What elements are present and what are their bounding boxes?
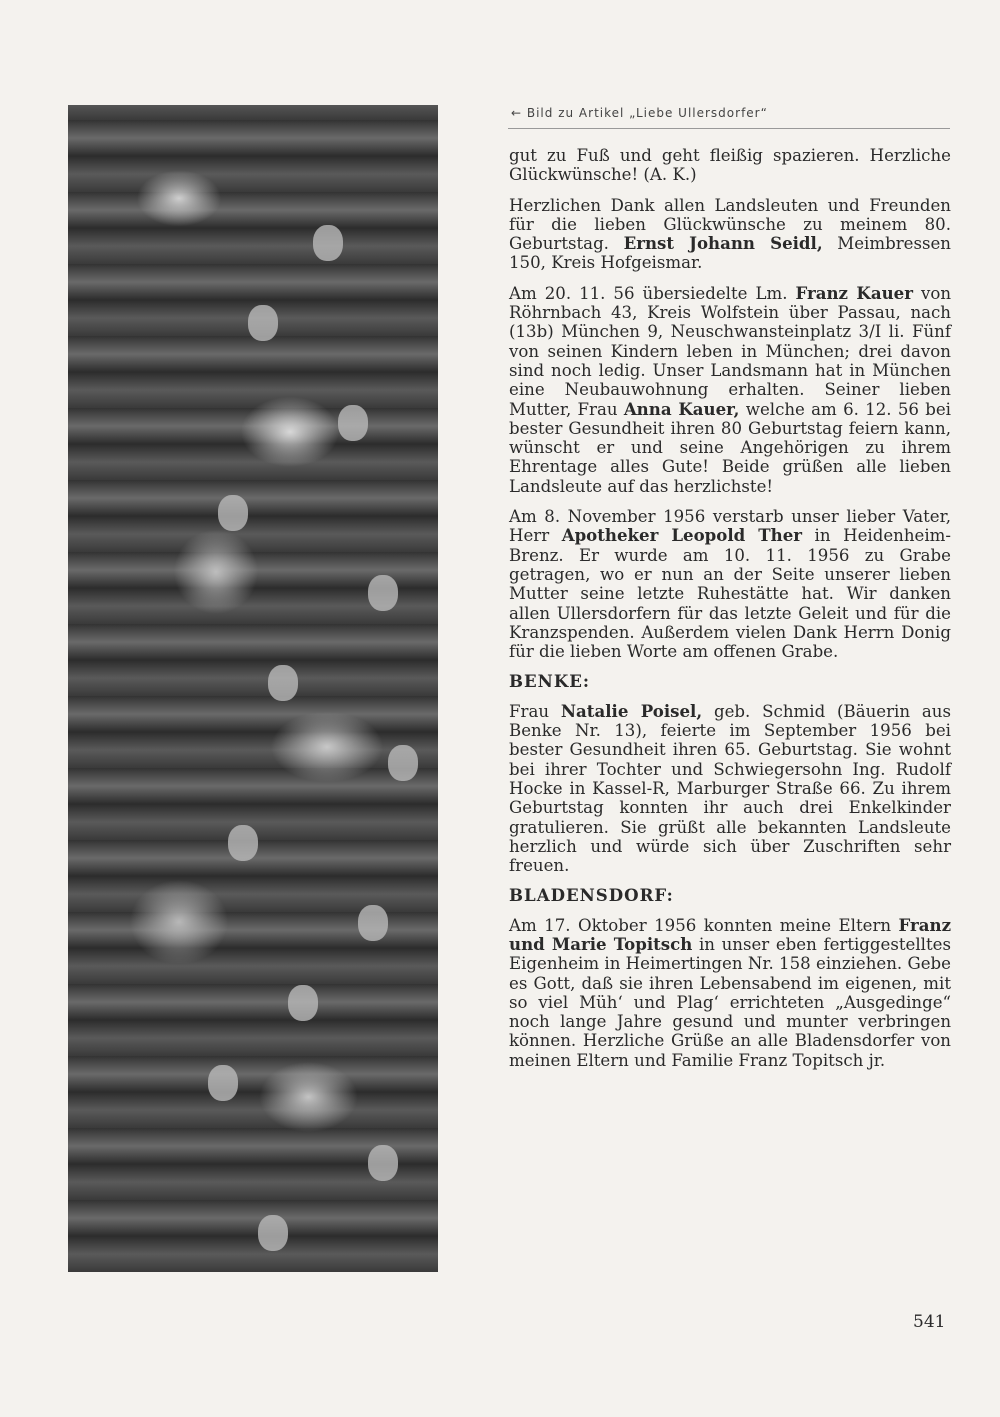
text: geb. Schmid (Bäuerin aus Benke Nr. 13), feierte im September 1956 bei bester Gesundheit ihren 65. Geburtstag. Sie wohnt bei ihrer Tochter und Schwiegersohn Ing. Rudolf Hocke in Kassel-R, Marburger Straße 66. Zu ihrem Geburtstag konnten ihr auch drei Enkelkinder gratulieren. Sie grüßt alle bekannten Landsleute herzlich und würde sich über Zuschriften sehr freuen. [509, 701, 951, 876]
photo-face [388, 745, 418, 781]
person-name: Apotheker Leopold Ther [561, 525, 803, 546]
paragraph-5 [509, 702, 951, 876]
photo-face [368, 575, 398, 611]
photo-face [218, 495, 248, 531]
person-name: Ernst Johann Seidl, [623, 233, 823, 254]
section-heading-benke: BENKE: [509, 671, 591, 692]
person-name: Franz Kauer [795, 282, 913, 303]
text: in unser eben fertiggestelltes Eigenheim in Heimertingen Nr. 158 einziehen. Gebe es Gott, daß sie ihren Lebensabend im eigenen, mit so viel Müh‘ und Plag‘ errichteten „Ausgedinge“ noch lange Jahre gesund und munter verbringen können. Herzliche Grüße an alle Bladensdorfer von meinen Eltern und Familie Franz Topitsch jr. [509, 934, 951, 1070]
paragraph-1: gut zu Fuß und geht fleißig spazieren. Herzliche Glückwünsche! (A. K.) [509, 146, 951, 185]
text: Meimbressen 150, Kreis Hofgeismar. [509, 234, 951, 273]
photo-face [268, 665, 298, 701]
photo-face [208, 1065, 238, 1101]
text: Am 17. Oktober 1956 konnten meine Eltern [509, 915, 899, 935]
photo-face [358, 905, 388, 941]
group-photo [68, 105, 438, 1272]
text: in Heidenheim-Brenz. Er wurde am 10. 11. 1956 zu Grabe getragen, wo er nun an der Seite unserer lieben Mutter seine letzte Ruhestätte hat. Wir danken allen Ullersdorfern für das letzte Geleit und für die Kranzspenden. Außerdem vielen Dank Herrn Donig für die lieben Worte am offenen Grabe. [509, 526, 951, 662]
paragraph-4 [509, 507, 951, 661]
section-heading-bladensdorf: BLADENSDORF: [509, 885, 674, 906]
text: welche am 6. 12. 56 bei bester Gesundheit ihren 80 Geburtstag feiern kann, wünscht er und seine Angehörigen zu ihrem Ehrentage alles Gute! Beide grüßen alle lieben Landsleute auf das herzlichste! [509, 399, 951, 496]
photo-face [338, 405, 368, 441]
person-name: Anna Kauer, [623, 398, 740, 419]
photo-face [258, 1215, 288, 1251]
paragraph-6 [509, 916, 951, 1070]
photo-face [368, 1145, 398, 1181]
text: Herzlichen Dank allen Landsleuten und Freunden für die lieben Glückwünsche zu meinem 80. Geburtstag. [509, 195, 951, 254]
photo-caption: ← Bild zu Artikel „Liebe Ullersdorfer“ [511, 106, 768, 120]
person-name: Natalie Poisel, [560, 700, 703, 721]
paragraph-2 [509, 196, 951, 273]
text-column [509, 146, 951, 1081]
page-number: 541 [913, 1312, 946, 1332]
person-name: Franz und Marie Topitsch [509, 914, 951, 954]
paragraph-3 [509, 284, 951, 496]
photo-face [228, 825, 258, 861]
text: Am 20. 11. 56 übersiedelte Lm. [509, 283, 796, 303]
text: von Röhrnbach 43, Kreis Wolfstein über Passau, nach (13b) München 9, Neuschwansteinplatz 3/I li. Fünf von seinen Kindern leben in München; drei davon sind noch ledig. Unser Landsmann hat in München eine Neubauwohnung erhalten. Seiner lieben Mutter, Frau [509, 283, 952, 419]
caption-divider [508, 128, 950, 129]
photo-face [248, 305, 278, 341]
text: Am 8. November 1956 verstarb unser lieber Vater, Herr [509, 507, 951, 546]
photo-face [313, 225, 343, 261]
text: Frau [509, 701, 561, 721]
photo-face [288, 985, 318, 1021]
photo-figures [68, 105, 438, 1272]
